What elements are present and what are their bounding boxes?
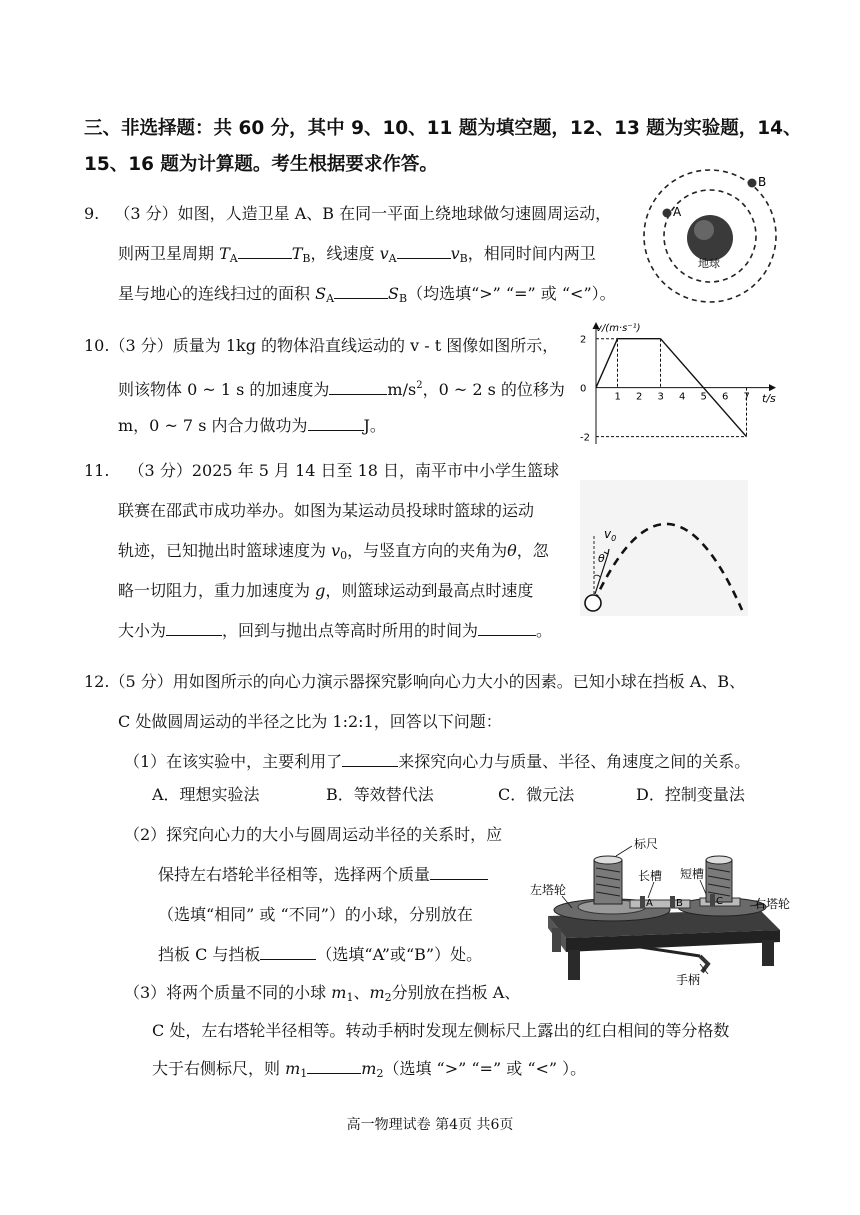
q12-p3-text1c: 分别放在挡板 A、 bbox=[391, 983, 521, 1002]
vt-xtick-1: 1 bbox=[614, 391, 621, 403]
q11-line2 bbox=[118, 500, 534, 522]
q12-p3-sep: 、 bbox=[353, 983, 370, 1002]
q10-text1: 质量为 1kg 的物体沿直线运动的 v - t 图像如图所示， bbox=[172, 336, 559, 355]
q9-number: 9. bbox=[84, 204, 100, 223]
q12-option-b[interactable]: B．等效替代法 bbox=[326, 785, 434, 804]
fig12-label-handle: 手柄 bbox=[676, 973, 701, 987]
q9-subB: B bbox=[302, 252, 311, 265]
q11-text4b: ，则篮球运动到最高点时速度 bbox=[325, 581, 534, 600]
q12-part3-line2 bbox=[152, 1020, 729, 1042]
q12-p2-text4b: （选填“A”或“B”）处。 bbox=[316, 945, 483, 964]
left-ruler-sleeve bbox=[594, 860, 622, 904]
q12-p2-text3: （选填“相同” 或 “不同”）的小球，分别放在 bbox=[158, 905, 473, 924]
q10-text2a: 则该物体 0 ~ 1 s 的加速度为 bbox=[118, 380, 330, 399]
q12-blank-compare[interactable] bbox=[307, 1059, 361, 1074]
q9-S: S bbox=[315, 284, 327, 303]
q12-line1 bbox=[84, 671, 745, 693]
q12-p3-text3b: （选填 “>” “=” 或 “<” ）。 bbox=[383, 1059, 587, 1078]
q10-text2c: ，0 ~ 2 s 的位移为 bbox=[422, 380, 565, 399]
q10-unit: m/s bbox=[387, 380, 417, 399]
vt-ytick-0: 0 bbox=[580, 383, 587, 395]
satellite-orbit-figure bbox=[640, 166, 782, 306]
q9-v: v bbox=[379, 244, 389, 263]
q10-line1 bbox=[84, 335, 558, 357]
vt-xtick-4: 4 bbox=[679, 391, 686, 403]
fig12-label-a: A bbox=[646, 898, 653, 909]
q12-m1: m bbox=[331, 983, 347, 1002]
q12-option-d[interactable]: D．控制变量法 bbox=[636, 785, 745, 804]
q11-line4 bbox=[118, 580, 533, 602]
leg-back-left bbox=[552, 928, 561, 952]
q11-number: 11. bbox=[84, 461, 110, 480]
q10-line3 bbox=[118, 415, 386, 437]
fig12-label-long-slot: 长槽 bbox=[638, 869, 663, 883]
fig12-label-c: C bbox=[716, 896, 723, 907]
vt-xtick-5: 5 bbox=[700, 391, 707, 403]
q9-subA2: A bbox=[388, 252, 397, 265]
q11-text5a: 大小为 bbox=[118, 621, 167, 640]
q9-subB3: B bbox=[398, 292, 408, 305]
fig11-background bbox=[580, 480, 748, 616]
q10-score: （3 分） bbox=[109, 336, 173, 355]
q12-part2-line3 bbox=[158, 904, 473, 926]
q9-v2: v bbox=[450, 244, 460, 263]
q9-score: （3 分） bbox=[114, 204, 178, 223]
q11-line5 bbox=[118, 620, 552, 642]
fig9-label-a: A bbox=[673, 205, 682, 219]
q12-m1-sub: 1 bbox=[346, 991, 354, 1004]
q9-subA: A bbox=[229, 252, 238, 265]
fig9-label-b: B bbox=[758, 175, 767, 189]
vt-xtick-6: 6 bbox=[722, 391, 729, 403]
satellite-a-icon bbox=[663, 209, 672, 218]
q12-p1-text-a: （1）在该实验中，主要利用了 bbox=[124, 752, 343, 771]
vt-ytick--2: -2 bbox=[580, 432, 590, 444]
vt-xlabel: t/s bbox=[762, 392, 776, 405]
baffle-b bbox=[670, 896, 675, 908]
satellite-b-icon bbox=[748, 179, 757, 188]
q12-blank-baffle[interactable] bbox=[260, 945, 316, 960]
fig12-label-b: B bbox=[676, 898, 683, 909]
q9-T: T bbox=[219, 244, 230, 263]
q9-text1: 如图，人造卫星 A、B 在同一平面上绕地球做匀速圆周运动， bbox=[177, 204, 612, 223]
vt-xtick-7: 7 bbox=[743, 391, 750, 403]
q12-score: （5 分） bbox=[109, 672, 173, 691]
q10-text3b: J。 bbox=[363, 416, 386, 435]
q12-option-a[interactable]: A．理想实验法 bbox=[152, 785, 260, 804]
q12-m1b: m bbox=[285, 1059, 301, 1078]
q11-blank-speed[interactable] bbox=[166, 621, 222, 636]
q12-m2-sub: 2 bbox=[384, 991, 392, 1004]
q9-line3 bbox=[118, 283, 616, 310]
vt-ytick-2: 2 bbox=[580, 334, 587, 346]
q9-blank-area[interactable] bbox=[334, 284, 388, 299]
q9-subB2: B bbox=[459, 252, 468, 265]
q12-part3-line3 bbox=[152, 1058, 586, 1085]
leg-front-right bbox=[762, 940, 774, 966]
callout-long-slot bbox=[648, 882, 654, 898]
q12-m2b: m bbox=[361, 1059, 377, 1078]
q10-blank-acceleration[interactable] bbox=[329, 380, 387, 395]
section-heading-line1: 三、非选择题：共 60 分，其中 9、10、11 题为填空题，12、13 题为实验题，14、 bbox=[84, 118, 802, 139]
q12-p3-text2: C 处，左右塔轮半径相等。转动手柄时发现左侧标尺上露出的红白相间的等分格数 bbox=[152, 1021, 730, 1040]
vt-segment-1 bbox=[596, 339, 618, 388]
fig11-v0-label: $v_0$ bbox=[604, 527, 617, 543]
q12-number: 12. bbox=[84, 672, 110, 691]
q9-text3b: （均选填“>” “=” 或 “<”）。 bbox=[407, 284, 616, 303]
q12-m1b-sub: 1 bbox=[300, 1067, 308, 1080]
q10-text3a: m，0 ~ 7 s 内合力做功为 bbox=[118, 416, 308, 435]
vt-xtick-2: 2 bbox=[636, 391, 643, 403]
q12-text1: 用如图所示的向心力演示器探究影响向心力大小的因素。已知小球在挡板 A、B、 bbox=[172, 672, 746, 691]
q11-text3b: ，与竖直方向的夹角为 bbox=[347, 541, 508, 560]
q11-v0: v bbox=[331, 541, 341, 560]
q11-g: g bbox=[315, 581, 326, 600]
q11-text4a: 略一切阻力，重力加速度为 bbox=[118, 581, 316, 600]
q11-text3a: 轨迹，已知抛出时篮球速度为 bbox=[118, 541, 332, 560]
fig11-theta-label: θ bbox=[598, 552, 605, 565]
q12-part3-line1 bbox=[124, 982, 520, 1009]
q9-S2: S bbox=[388, 284, 399, 303]
q12-m2: m bbox=[369, 983, 385, 1002]
q12-part1 bbox=[124, 751, 750, 773]
right-ruler-top bbox=[706, 856, 732, 864]
baffle-c bbox=[710, 894, 715, 906]
q11-text5c: 。 bbox=[536, 621, 553, 640]
q12-line2 bbox=[118, 711, 502, 733]
page-footer: 高一物理试卷 第4页 共6页 bbox=[346, 1117, 514, 1133]
callout-short-slot bbox=[700, 880, 706, 894]
q11-theta: θ bbox=[507, 541, 517, 560]
q9-line1 bbox=[84, 203, 611, 225]
q9-text2c: ，相同时间内两卫 bbox=[467, 244, 596, 263]
q9-subA3: A bbox=[326, 292, 335, 305]
baffle-a bbox=[640, 896, 645, 908]
earth-highlight bbox=[694, 220, 714, 240]
fig12-label-right-wheel: 右塔轮 bbox=[754, 897, 791, 911]
q11-text3c: ，忽 bbox=[516, 541, 549, 560]
q12-p2-text1: （2）探究向心力的大小与圆周运动半径的关系时，应 bbox=[124, 825, 503, 844]
left-ruler-top bbox=[594, 856, 622, 864]
q12-blank-mass[interactable] bbox=[430, 865, 488, 880]
q12-part2-line1 bbox=[124, 824, 502, 846]
q9-text2a: 则两卫星周期 bbox=[118, 244, 220, 263]
q11-text1: 2025 年 5 月 14 日至 18 日，南平市中小学生篮球 bbox=[191, 461, 560, 480]
q12-part2-line2 bbox=[158, 864, 488, 886]
fig12-label-short-slot: 短槽 bbox=[680, 867, 705, 881]
q12-text2: C 处做圆周运动的半径之比为 1:2:1，回答以下问题： bbox=[118, 712, 502, 731]
q10-blank-work[interactable] bbox=[308, 416, 364, 431]
fig9-earth-label: 地球 bbox=[698, 257, 720, 270]
q12-option-c[interactable]: C．微元法 bbox=[498, 785, 575, 804]
q9-text3a: 星与地心的连线扫过的面积 bbox=[118, 284, 316, 303]
fig12-label-left-wheel: 左塔轮 bbox=[530, 883, 567, 897]
vt-ylabel: v/(m·s⁻¹) bbox=[596, 323, 641, 334]
q12-p2-text2: 保持左右塔轮半径相等，选择两个质量 bbox=[158, 865, 431, 884]
q11-sub0: 0 bbox=[340, 549, 348, 562]
leg-front-left bbox=[568, 950, 580, 980]
q9-blank-velocity[interactable] bbox=[397, 244, 451, 259]
centripetal-demonstrator-figure bbox=[530, 832, 800, 992]
q12-p3-text1a: （3）将两个质量不同的小球 bbox=[124, 983, 332, 1002]
q9-text2b: ，线速度 bbox=[310, 244, 380, 263]
q12-blank-method[interactable] bbox=[342, 752, 398, 767]
q9-T2: T bbox=[291, 244, 303, 263]
q10-unit-sup: 2 bbox=[416, 380, 423, 391]
q12-p3-text3a: 大于右侧标尺，则 bbox=[152, 1059, 286, 1078]
q10-line2 bbox=[118, 375, 565, 401]
q11-blank-time[interactable] bbox=[478, 621, 536, 636]
vt-chart bbox=[568, 316, 790, 446]
q12-p2-text4a: 挡板 C 与挡板 bbox=[158, 945, 261, 964]
q11-line3 bbox=[118, 540, 549, 567]
q9-blank-period[interactable] bbox=[238, 244, 292, 259]
section-heading-line2: 15、16 题为计算题。考生根据要求作答。 bbox=[84, 154, 438, 175]
q9-line2 bbox=[118, 243, 596, 270]
q12-m2b-sub: 2 bbox=[376, 1067, 384, 1080]
q11-text5b: ，回到与抛出点等高时所用的时间为 bbox=[222, 621, 479, 640]
callout-ruler bbox=[616, 846, 632, 856]
q11-text2: 联赛在邵武市成功举办。如图为某运动员投球时篮球的运动 bbox=[118, 501, 535, 520]
q12-part2-line4 bbox=[158, 944, 482, 966]
q11-score: （3 分） bbox=[128, 461, 192, 480]
basketball-trajectory-figure bbox=[580, 480, 748, 616]
q12-p1-text-b: 来探究向心力与质量、半径、角速度之间的关系。 bbox=[398, 752, 751, 771]
vt-xtick-3: 3 bbox=[657, 391, 664, 403]
q10-number: 10. bbox=[84, 336, 110, 355]
fig12-label-ruler: 标尺 bbox=[634, 837, 659, 851]
q11-line1 bbox=[84, 460, 559, 482]
basketball-icon bbox=[585, 595, 601, 611]
